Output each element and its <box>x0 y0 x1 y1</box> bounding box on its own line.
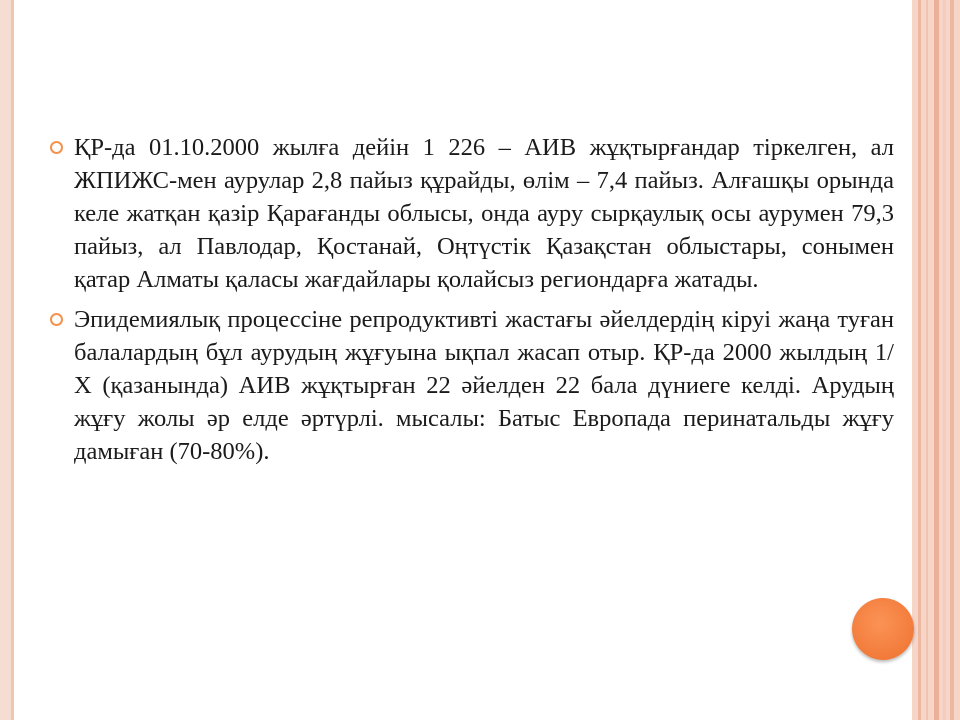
bullet-item <box>50 303 894 468</box>
slide-body <box>50 131 894 475</box>
bullet-item <box>50 131 894 296</box>
bullet-text: ҚР-да 01.10.2000 жылға дейін 1 226 – АИВ жұқтырғандар тіркелген, ал ЖПИЖС-мен аурулар 2,8 пайыз құрайды, өлім – 7,4 пайыз. Алғашқы орында келе жатқан қазір Қарағанды облысы, онда ауру сырқаулық осы аурумен 79,3 пайыз, ал Павлодар, Қостанай, Оңтүстік Қазақстан облыстары, сонымен қатар Алматы қаласы жағдайлары қолайсыз региондарға жатады. <box>74 134 894 293</box>
right-border-frame <box>912 0 960 720</box>
orange-circle-decoration <box>852 598 914 660</box>
left-border-frame <box>0 0 14 720</box>
bullet-text: Эпидемиялық процессіне репродуктивті жастағы әйелдердің кіруі жаңа туған балалардың бұл аурудың жұғуына ықпал жасап отыр. ҚР-да 2000 жылдың 1/Х (қазанында) АИВ жұқтырған 22 әйелден 22 бала дүниеге келді. Арудың жұғу жолы әр елде әртүрлі. мысалы: Батыс Европада перинатальды жұғу дамыған (70-80%). <box>74 306 894 465</box>
circle-bullet-icon <box>50 313 63 326</box>
circle-bullet-icon <box>50 141 63 154</box>
